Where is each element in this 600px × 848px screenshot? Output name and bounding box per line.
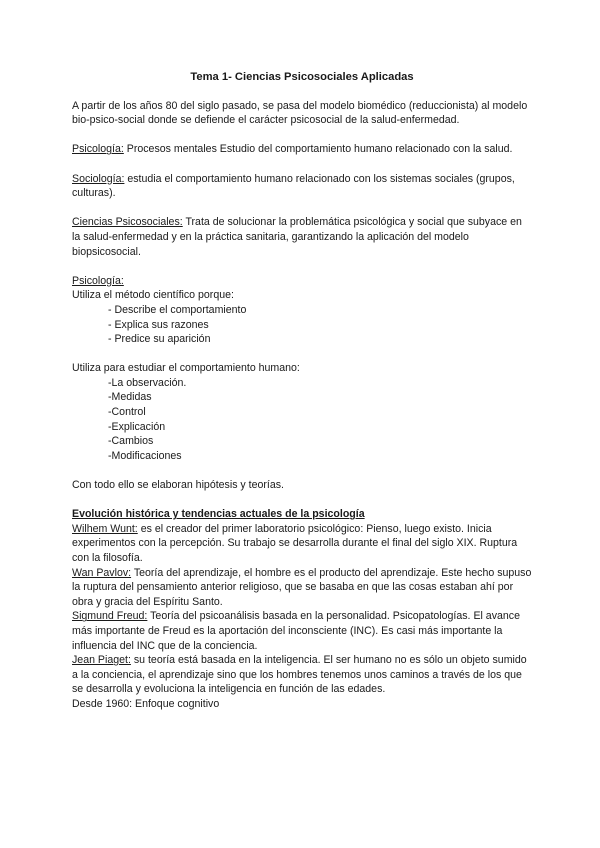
term-text: Trata de solucionar la problemática psicológica y social que subyace en la salud-enfermedad y en la práctica sanitaria, garantizando la aplicación del modelo biopsicosocial. [72,216,522,258]
term-label: Psicología: [72,143,124,156]
author-text: es el creador del primer laboratorio psicológico: Pienso, luego existo. Inicia experimentos con la percepción. Su trabajo se desarrolla durante el final del siglo XIX. Ruptura con la filosofía. [72,522,518,564]
term-text: Procesos mentales Estudio del comportamiento humano relacionado con la salud. [123,143,513,156]
document-page [72,70,532,712]
author-wunt [72,522,532,566]
study-intro: Utiliza para estudiar el comportamiento humano: [72,362,300,375]
closing-line: Desde 1960: Enfoque cognitivo [72,697,220,710]
study-item: -Control [108,406,146,419]
intro-paragraph: A partir de los años 80 del siglo pasado, se pasa del modelo biomédico (reduccionista) al modelo bio-psico-social donde se defiende el carácter psicosocial de la salud-enfermedad. [72,99,528,127]
method-item: - Explica sus razones [108,318,209,331]
definition-psicologia [72,142,532,157]
author-text: Teoría del psicoanálisis basada en la personalidad. Psicopatologías. El avance más importante de Freud es la aportación del inconsciente (INC). Es casi más importante la influencia del INC que de la conciencia. [72,610,520,652]
author-name: Jean Piaget: [72,654,131,667]
author-text: Teoría del aprendizaje, el hombre es el producto del aprendizaje. Este hecho supuso la ruptura del pensamiento anterior religioso, que se basaba en que las cosas estaban ahí por obra y gracia del Espíritu Santo. [72,566,532,608]
method-item: - Describe el comportamiento [108,303,247,316]
author-name: Wan Pavlov: [72,566,132,579]
term-text: estudia el comportamiento humano relacionado con los sistemas sociales (grupos, culturas). [72,172,515,200]
method-intro: Utiliza el método científico porque: [72,289,234,302]
evolution-heading: Evolución histórica y tendencias actuales de la psicología [72,508,365,521]
study-item: -Medidas [108,391,152,404]
author-freud [72,609,532,653]
study-item: -Cambios [108,435,154,448]
author-text: su teoría está basada en la inteligencia. El ser humano no es sólo un objeto sumido a la conciencia, el aprendizaje sino que los hombres tenemos unos caminos a través de los que se desarrolla y evoluciona la inteligencia en función de las edades. [72,654,527,696]
study-item: -La observación. [108,376,187,389]
page-title: Tema 1- Ciencias Psicosociales Aplicadas [190,71,414,83]
term-label: Sociología: [72,172,125,185]
author-name: Wilhem Wunt: [72,522,138,535]
method-item: - Predice su aparición [108,333,211,346]
study-item: -Modificaciones [108,449,182,462]
definition-sociologia [72,172,532,201]
term-label: Ciencias Psicosociales: [72,216,183,229]
conclusion-paragraph: Con todo ello se elaboran hipótesis y teorías. [72,479,285,492]
author-pavlov [72,566,532,610]
study-item: -Explicación [108,420,166,433]
author-piaget [72,653,532,697]
author-name: Sigmund Freud: [72,610,148,623]
psicologia-heading: Psicología: [72,274,124,287]
definition-ciencias-psicosociales [72,215,532,259]
